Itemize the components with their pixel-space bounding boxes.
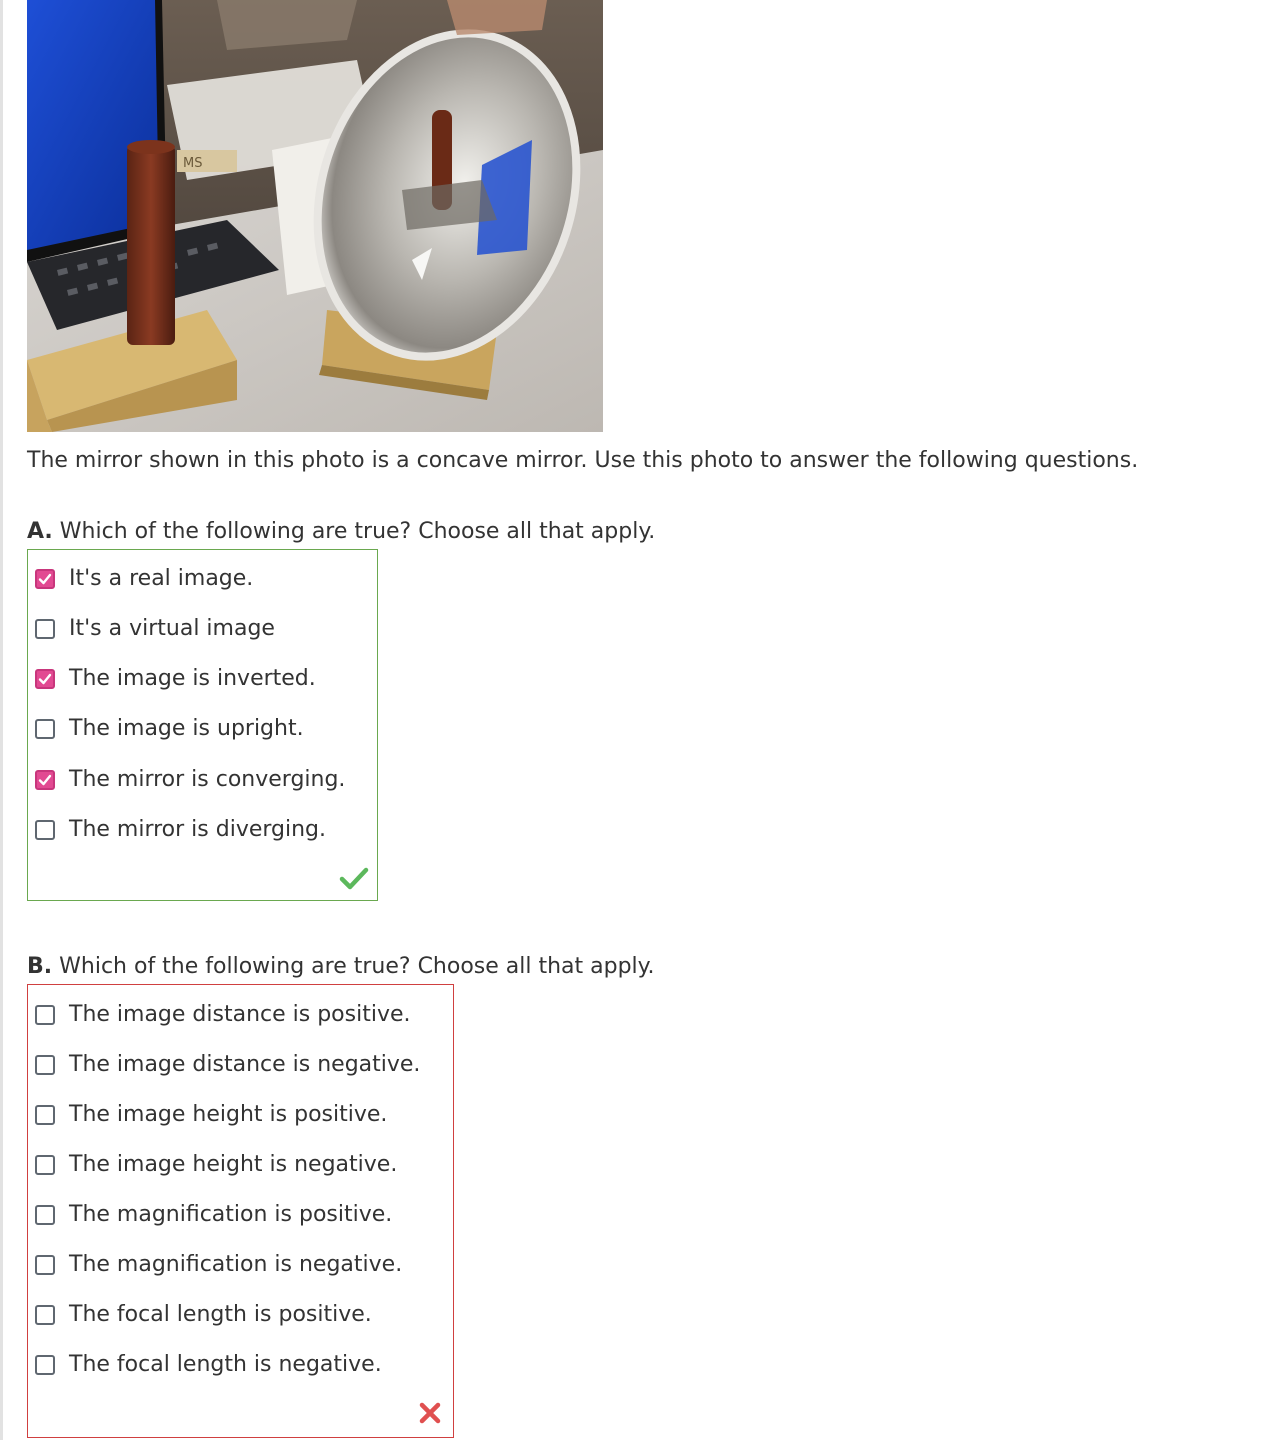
checkbox-checked[interactable] [35,569,55,589]
checkbox-unchecked[interactable] [35,1305,55,1325]
option-label: It's a real image. [69,566,254,591]
checkbox-unchecked[interactable] [35,1005,55,1025]
option-label: The image is inverted. [69,666,316,691]
checkbox-unchecked[interactable] [35,1105,55,1125]
question-b-option-3[interactable] [28,1095,387,1135]
left-rule [0,0,3,1440]
option-label: The magnification is negative. [69,1252,403,1277]
checkbox-unchecked[interactable] [35,619,55,639]
question-b-answer-box [27,984,454,1438]
option-label: The mirror is diverging. [69,817,327,842]
checkbox-checked[interactable] [35,770,55,790]
concave-mirror-photo [27,0,603,432]
checkbox-unchecked[interactable] [35,820,55,840]
option-label: The image is upright. [69,716,304,741]
checkbox-unchecked[interactable] [35,1355,55,1375]
question-b-option-7[interactable] [28,1295,372,1335]
option-label: The image distance is negative. [69,1052,421,1077]
question-a-answer-box [27,549,378,901]
question-b-option-1[interactable] [28,995,411,1035]
question-b-option-6[interactable] [28,1245,402,1285]
checkmark-icon [37,772,53,788]
checkbox-unchecked[interactable] [35,1205,55,1225]
option-label: The magnification is positive. [69,1202,393,1227]
question-a-option-2[interactable] [28,609,275,649]
checkmark-icon [37,571,53,587]
question-a-letter: A. [27,519,53,544]
question-b-option-8[interactable] [28,1345,382,1385]
option-label: The mirror is converging. [69,767,346,792]
option-label: The image height is positive. [69,1102,388,1127]
question-a-option-4[interactable] [28,709,304,749]
checkbox-unchecked[interactable] [35,1255,55,1275]
question-a-option-5[interactable] [28,760,345,800]
x-icon [418,1401,442,1425]
checkbox-unchecked[interactable] [35,1055,55,1075]
question-b-text: Which of the following are true? Choose all that apply. [59,954,655,979]
checkmark-icon [339,866,369,890]
checkbox-unchecked[interactable] [35,1155,55,1175]
question-b-option-5[interactable] [28,1195,392,1235]
checkmark-icon [37,671,53,687]
question-a-option-1[interactable] [28,559,253,599]
question-b-prompt [27,952,655,982]
question-b-letter: B. [27,954,53,979]
checkbox-unchecked[interactable] [35,719,55,739]
bin-label: MS [183,156,203,171]
question-b-option-2[interactable] [28,1045,420,1085]
question-b-option-4[interactable] [28,1145,397,1185]
question-a-option-3[interactable] [28,659,316,699]
checkbox-checked[interactable] [35,669,55,689]
option-label: The image distance is positive. [69,1002,411,1027]
option-label: The focal length is positive. [69,1302,372,1327]
option-label: The image height is negative. [69,1152,398,1177]
option-label: The focal length is negative. [69,1352,382,1377]
question-a-text: Which of the following are true? Choose all that apply. [59,519,656,544]
question-a-option-6[interactable] [28,810,326,850]
intro-text: The mirror shown in this photo is a concave mirror. Use this photo to answer the following questions. [27,448,1139,473]
option-label: It's a virtual image [69,616,275,641]
question-a-prompt [27,517,655,547]
